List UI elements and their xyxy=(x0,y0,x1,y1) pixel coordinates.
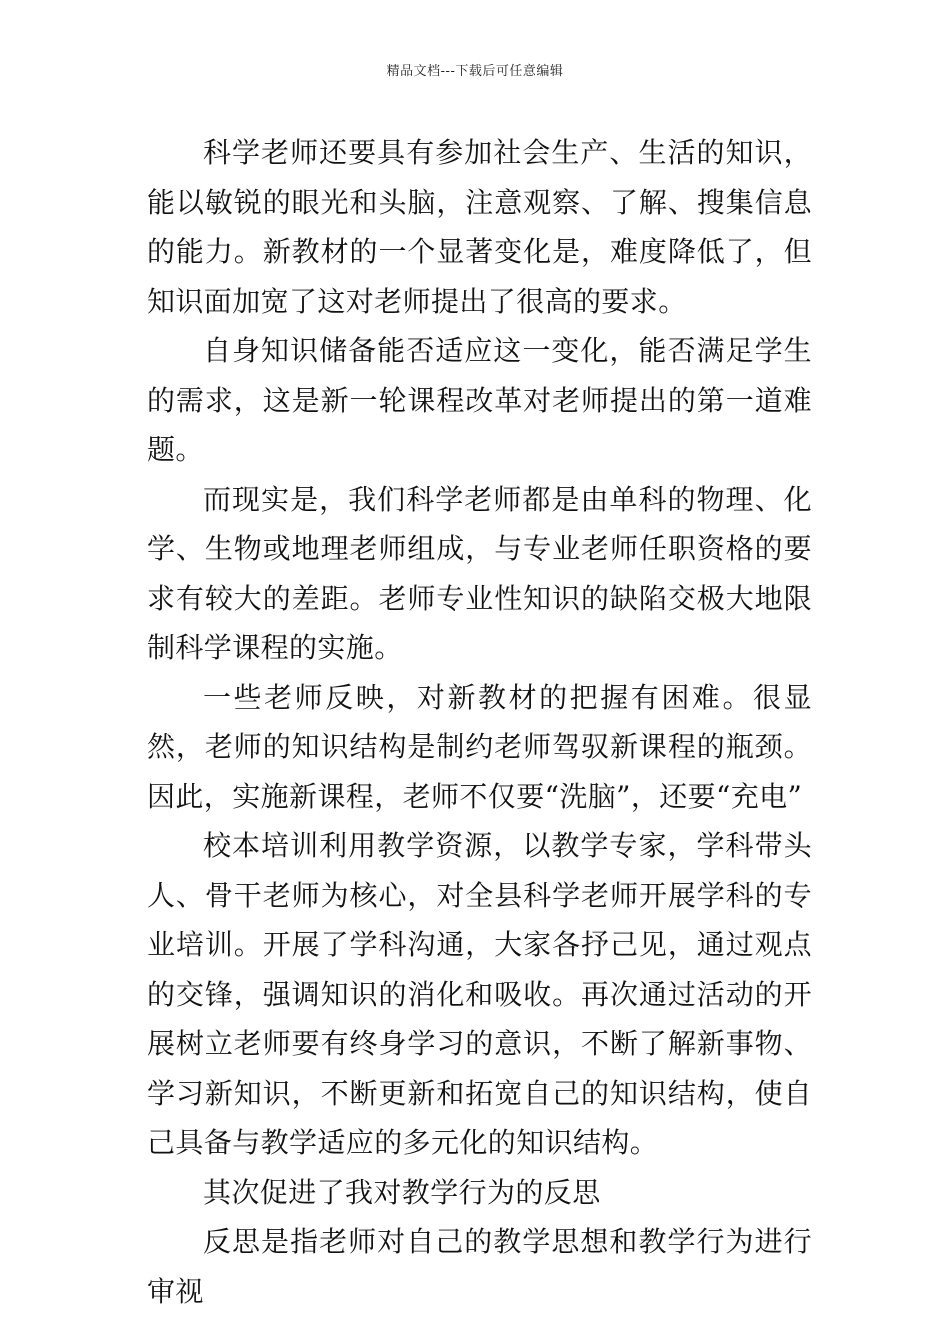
paragraph: 科学老师还要具有参加社会生产、生活的知识，能以敏锐的眼光和头脑，注意观察、了解、搜集信息的能力。新教材的一个显著变化是，难度降低了，但知识面加宽了这对老师提出了很高的要求。 xyxy=(147,136,812,318)
page-header: 精品文档---下载后可任意编辑 xyxy=(386,64,564,79)
paragraph: 一些老师反映，对新教材的把握有困难。很显然，老师的知识结构是制约老师驾驭新课程的瓶颈。因此，实施新课程，老师不仅要“洗脑”，还要“充电” xyxy=(147,680,812,813)
paragraph: 而现实是，我们科学老师都是由单科的物理、化学、生物或地理老师组成，与专业老师任职资格的要求有较大的差距。老师专业性知识的缺陷交极大地限制科学课程的实施。 xyxy=(147,482,812,664)
document-body xyxy=(147,128,812,1316)
section-heading: 其次促进了我对教学行为的反思 xyxy=(203,1175,601,1209)
paragraph: 自身知识储备能否适应这一变化，能否满足学生的需求，这是新一轮课程改革对老师提出的第一道难题。 xyxy=(147,334,812,466)
paragraph: 反思是指老师对自己的教学思想和教学行为进行审视 xyxy=(147,1225,812,1308)
paragraph: 校本培训利用教学资源，以教学专家，学科带头人、骨干老师为核心，对全县科学老师开展学科的专业培训。开展了学科沟通，大家各抒己见，通过观点的交锋，强调知识的消化和吸收。再次通过活动的开展树立老师要有终身学习的意识，不断了解新事物、学习新知识，不断更新和拓宽自己的知识结构，使自己具备与教学适应的多元化的知识结构。 xyxy=(147,829,812,1159)
